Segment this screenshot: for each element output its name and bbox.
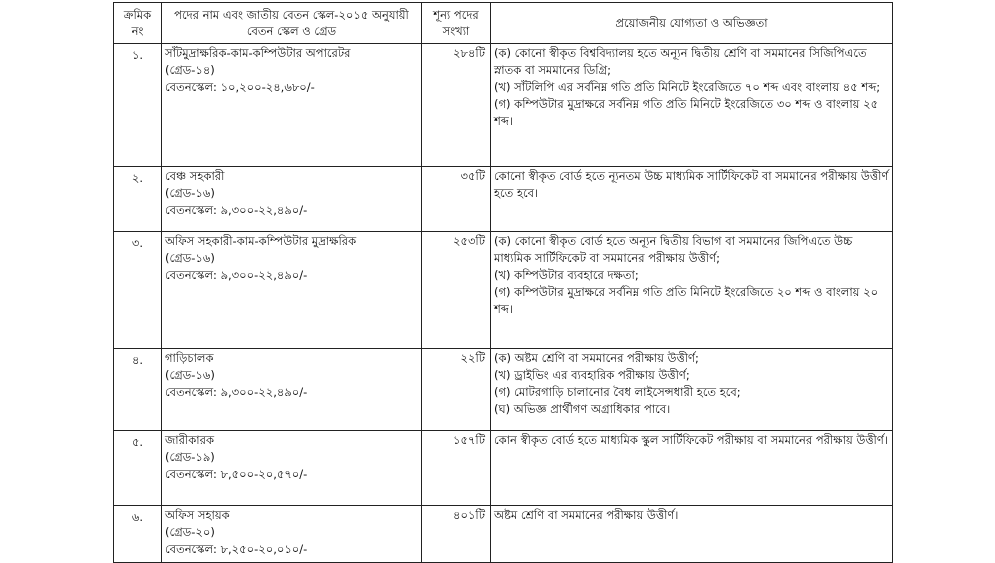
- table-row: [114, 349, 893, 431]
- post-name: গাড়িচালক: [165, 351, 214, 365]
- post-grade: (গ্রেড-১৬): [165, 368, 215, 382]
- qualification-item: (ক) কোনো স্বীকৃত বিশ্ববিদ্যালয় হতে অন্যূন দ্বিতীয় শ্রেণি বা সমমানের সিজিপিএতে স্নাতক বা সমমানের ডিগ্রি;: [494, 46, 867, 77]
- pay-scale: বেতনস্কেল: ৯,৩০০-২২,৪৯০/-: [165, 385, 308, 399]
- vacancy-count: ২৫৩টি: [422, 232, 491, 349]
- pay-scale: বেতনস্কেল: ৯,৩০০-২২,৪৯০/-: [165, 268, 308, 282]
- vacancy-count: ২৮৪টি: [422, 44, 491, 167]
- table-row: [114, 506, 893, 563]
- post-grade: (গ্রেড-১৪): [165, 63, 215, 77]
- vacancy-count: ৪০১টি: [422, 506, 491, 563]
- qualification-cell: [491, 167, 893, 232]
- header-post-and-scale: পদের নাম এবং জাতীয় বেতন স্কেল-২০১৫ অনুযায়ী বেতন স্কেল ও গ্রেড: [162, 3, 422, 44]
- serial-number: ১.: [114, 44, 162, 167]
- qualification-cell: [491, 506, 893, 563]
- qualification-item: (খ) ড্রাইভিং এর ব্যবহারিক পরীক্ষায় উত্তীর্ণ;: [494, 368, 690, 382]
- qualification-item: (গ) কম্পিউটার মুদ্রাক্ষরে সর্বনিম্ন গতি প্রতি মিনিটে ইংরেজিতে ২০ শব্দ ও বাংলায় ২০ শব্দ।: [494, 285, 879, 316]
- pay-scale: বেতনস্কেল: ৮,২৫০-২০,০১০/-: [165, 542, 308, 556]
- qualification-item: (ক) অষ্টম শ্রেণি বা সমমানের পরীক্ষায় উত্তীর্ণ;: [494, 351, 699, 365]
- vacancy-table: [113, 2, 893, 563]
- post-cell: [162, 232, 422, 349]
- pay-scale: বেতনস্কেল: ১০,২০০-২৪,৬৮০/-: [165, 80, 315, 94]
- qualification-item: অষ্টম শ্রেণি বা সমমানের পরীক্ষায় উত্তীর্ণ।: [494, 508, 679, 522]
- post-cell: [162, 506, 422, 563]
- table-row: [114, 431, 893, 506]
- post-cell: [162, 44, 422, 167]
- header-qualification: প্রয়োজনীয় যোগ্যতা ও অভিজ্ঞতা: [491, 3, 893, 44]
- vacancy-count: ৩৫টি: [422, 167, 491, 232]
- serial-number: ৩.: [114, 232, 162, 349]
- pay-scale: বেতনস্কেল: ৯,৩০০-২২,৪৯০/-: [165, 203, 308, 217]
- post-name: অফিস সহকারী-কাম-কম্পিউটার মুদ্রাক্ষরিক: [165, 234, 357, 248]
- post-cell: [162, 167, 422, 232]
- table-row: [114, 232, 893, 349]
- post-cell: [162, 349, 422, 431]
- qualification-cell: [491, 431, 893, 506]
- qualification-item: (গ) মোটরগাড়ি চালানোর বৈধ লাইসেন্সধারী হতে হবে;: [494, 385, 741, 399]
- vacancy-count: ২২টি: [422, 349, 491, 431]
- pay-scale: বেতনস্কেল: ৮,৫০০-২০,৫৭০/-: [165, 467, 308, 481]
- post-grade: (গ্রেড-১৬): [165, 186, 215, 200]
- header-vacancy-count: শূন্য পদের সংখ্যা: [422, 3, 491, 44]
- serial-number: ৬.: [114, 506, 162, 563]
- qualification-item: (খ) কম্পিউটার ব্যবহারে দক্ষতা;: [494, 268, 639, 282]
- serial-number: ৫.: [114, 431, 162, 506]
- qualification-item: (গ) কম্পিউটার মুদ্রাক্ষরে সর্বনিম্ন গতি প্রতি মিনিটে ইংরেজিতে ৩০ শব্দ ও বাংলায় ২৫ শব্দ।: [494, 97, 879, 128]
- header-serial: ক্রমিক নং: [114, 3, 162, 44]
- table-header-row: [114, 3, 893, 44]
- post-grade: (গ্রেড-২০): [165, 525, 215, 539]
- qualification-item: কোনো স্বীকৃত বোর্ড হতে ন্যূনতম উচ্চ মাধ্যমিক সার্টিফিকেট বা সমমানের পরীক্ষায় উত্তীর্ণ হতে হবে।: [494, 169, 889, 200]
- qualification-cell: [491, 349, 893, 431]
- qualification-item: (খ) সাঁটলিপি এর সর্বনিম্ন গতি প্রতি মিনিটে ইংরেজিতে ৭০ শব্দ এবং বাংলায় ৪৫ শব্দ;: [494, 80, 881, 94]
- qualification-item: (ক) কোনো স্বীকৃত বোর্ড হতে অন্যূন দ্বিতীয় বিভাগ বা সমমানের জিপিএতে উচ্চ মাধ্যমিক সার্টিফিকেট বা সমমানের পরীক্ষায় উত্তীর্ণ;: [494, 234, 853, 265]
- post-name: জারীকারক: [165, 433, 214, 447]
- table-row: [114, 167, 893, 232]
- post-cell: [162, 431, 422, 506]
- post-name: অফিস সহায়ক: [165, 508, 230, 522]
- vacancy-count: ১৫৭টি: [422, 431, 491, 506]
- post-name: সাঁটমুদ্রাক্ষরিক-কাম-কম্পিউটার অপারেটর: [165, 46, 351, 60]
- post-name: বেঞ্চ সহকারী: [165, 169, 225, 183]
- post-grade: (গ্রেড-১৬): [165, 251, 215, 265]
- qualification-item: (ঘ) অভিজ্ঞ প্রার্থীগণ অগ্রাধিকার পাবে।: [494, 402, 671, 416]
- serial-number: ৪.: [114, 349, 162, 431]
- qualification-item: কোন স্বীকৃত বোর্ড হতে মাধ্যমিক স্কুল সার্টিফিকেট পরীক্ষায় বা সমমানের পরীক্ষায় উত্তীর্ণ।: [494, 433, 888, 447]
- qualification-cell: [491, 232, 893, 349]
- post-grade: (গ্রেড-১৯): [165, 450, 215, 464]
- qualification-cell: [491, 44, 893, 167]
- table-row: [114, 44, 893, 167]
- serial-number: ২.: [114, 167, 162, 232]
